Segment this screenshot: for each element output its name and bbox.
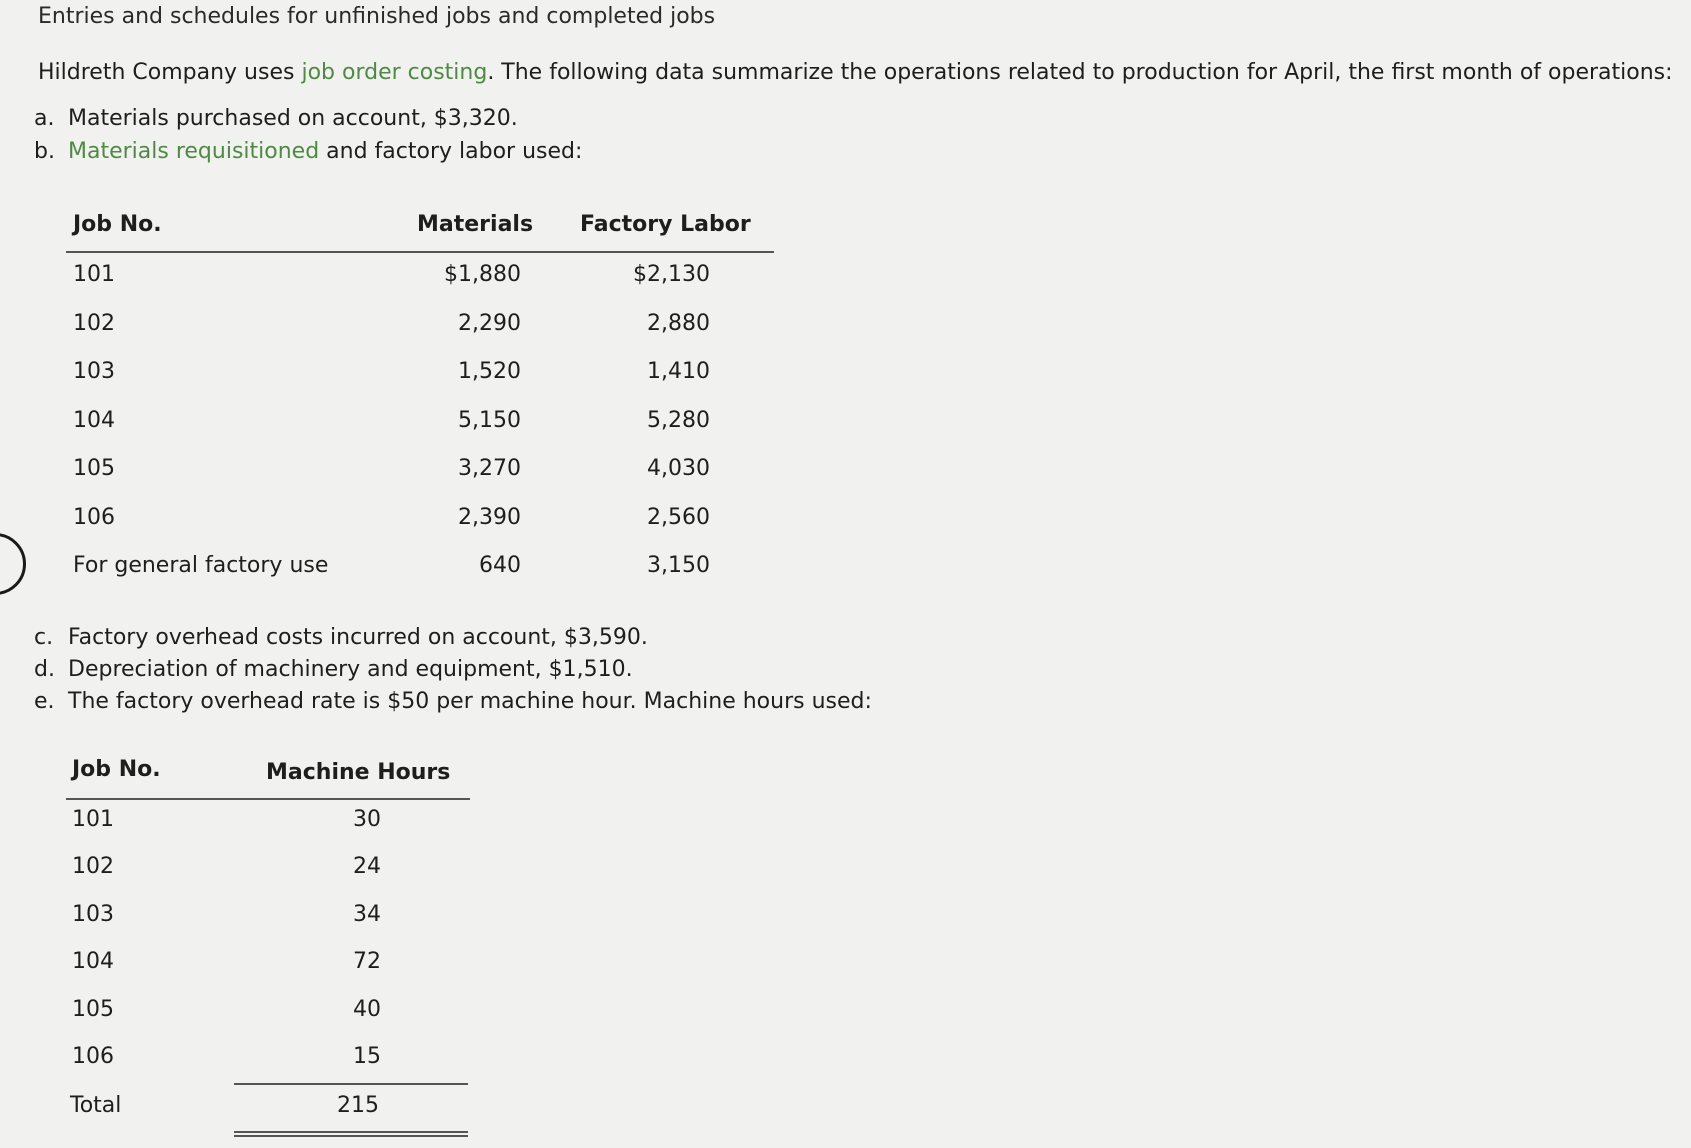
table-row (0, 408, 800, 438)
item-a (34, 106, 518, 131)
total-value: 215 (337, 1093, 379, 1118)
col-header-materials: Materials (417, 212, 534, 237)
header-rule (66, 798, 470, 800)
materials-cell: $1,880 (444, 262, 521, 287)
job-no-cell: 104 (72, 949, 114, 974)
intro-text-after: . The following data summarize the operations related to production for April, the first month of operations: (487, 60, 1673, 85)
materials-requisitioned-link[interactable]: Materials requisitioned (68, 139, 320, 164)
table-row (0, 456, 800, 486)
item-e-text: The factory overhead rate is $50 per machine hour. Machine hours used: (68, 689, 872, 714)
job-no-cell: 102 (72, 854, 114, 879)
page-title: Entries and schedules for unfinished jobs and completed jobs (38, 4, 716, 29)
factory-labor-cell: 3,150 (647, 553, 710, 578)
job-no-cell: 106 (72, 1044, 114, 1069)
col-header-job-no: Job No. (73, 212, 162, 237)
item-d-text: Depreciation of machinery and equipment, $1,510. (68, 657, 633, 682)
factory-labor-cell: 2,560 (647, 505, 710, 530)
materials-cell: 3,270 (458, 456, 521, 481)
job-no-cell: 104 (73, 408, 115, 433)
job-no-cell: 105 (72, 997, 114, 1022)
job-no-cell: 106 (73, 505, 115, 530)
item-a-marker: a. (34, 106, 55, 131)
item-c (34, 625, 648, 650)
machine-hours-cell: 15 (353, 1044, 381, 1069)
materials-cell: 5,150 (458, 408, 521, 433)
machine-hours-cell: 30 (353, 807, 381, 832)
machine-hours-cell: 24 (353, 854, 381, 879)
job-no-cell: For general factory use (73, 553, 329, 578)
job-no-cell: 101 (72, 807, 114, 832)
materials-cell: 1,520 (458, 359, 521, 384)
machine-hours-cell: 40 (353, 997, 381, 1022)
table-row (0, 997, 500, 1027)
table-row (0, 359, 800, 389)
job-no-cell: 103 (72, 902, 114, 927)
factory-labor-cell: 5,280 (647, 408, 710, 433)
item-b-marker: b. (34, 139, 55, 164)
table-row (0, 262, 800, 292)
item-d (34, 657, 633, 682)
table-row (0, 505, 800, 535)
table-row (0, 854, 500, 884)
table-row (0, 311, 800, 341)
item-b (34, 139, 582, 164)
materials-cell: 2,390 (458, 505, 521, 530)
edge-arc-mark (0, 533, 26, 595)
intro-paragraph (38, 60, 1673, 85)
job-no-cell: 105 (73, 456, 115, 481)
table-row (0, 553, 800, 583)
item-d-marker: d. (34, 657, 55, 682)
item-c-marker: c. (34, 625, 54, 650)
item-e-marker: e. (34, 689, 55, 714)
item-c-text: Factory overhead costs incurred on account, $3,590. (68, 625, 648, 650)
factory-labor-cell: 2,880 (647, 311, 710, 336)
header-rule (66, 251, 774, 253)
col-header-factory-labor: Factory Labor (580, 212, 751, 237)
table-row (0, 1044, 500, 1074)
total-rule (234, 1083, 468, 1085)
intro-text-before: Hildreth Company uses (38, 60, 302, 85)
total-row (0, 1093, 500, 1123)
total-double-rule (234, 1131, 468, 1137)
total-label: Total (70, 1093, 122, 1118)
job-no-cell: 103 (73, 359, 115, 384)
col-header-machine-hours: Machine Hours (266, 760, 451, 785)
materials-cell: 640 (479, 553, 521, 578)
item-b-text: and factory labor used: (319, 139, 583, 164)
table-row (0, 807, 500, 837)
factory-labor-cell: 1,410 (647, 359, 710, 384)
materials-cell: 2,290 (458, 311, 521, 336)
machine-hours-cell: 72 (353, 949, 381, 974)
table-row (0, 949, 500, 979)
table-row (0, 902, 500, 932)
job-no-cell: 102 (73, 311, 115, 336)
factory-labor-cell: 4,030 (647, 456, 710, 481)
item-a-text: Materials purchased on account, $3,320. (68, 106, 518, 131)
job-order-costing-link[interactable]: job order costing (301, 60, 488, 85)
factory-labor-cell: $2,130 (633, 262, 710, 287)
col-header-job-no: Job No. (72, 757, 161, 782)
machine-hours-cell: 34 (353, 902, 381, 927)
item-e (34, 689, 872, 714)
job-no-cell: 101 (73, 262, 115, 287)
